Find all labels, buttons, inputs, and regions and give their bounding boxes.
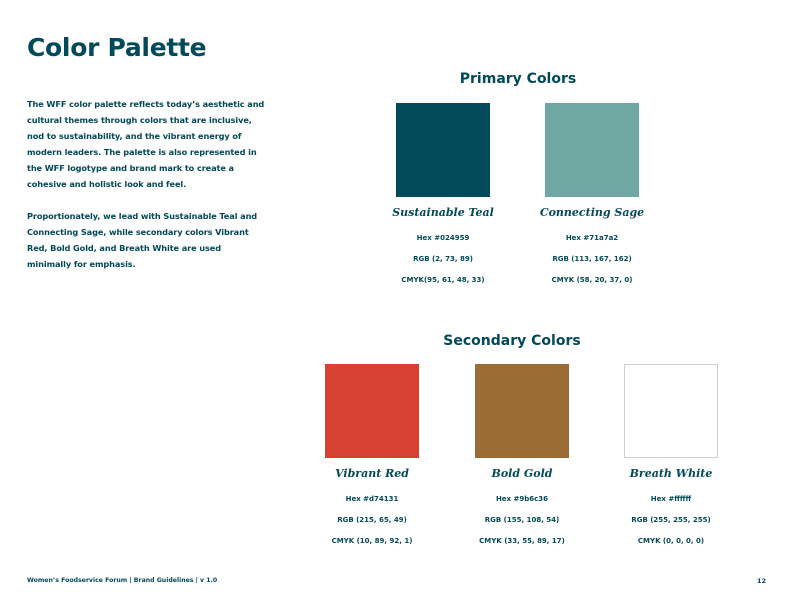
color-rgb: RGB (155, 108, 54) (484, 516, 560, 524)
primary-colors-heading: Primary Colors (459, 71, 577, 87)
color-cmyk: CMYK (58, 20, 37, 0) (551, 276, 633, 284)
swatch-card-breath-white (596, 364, 746, 546)
color-cmyk: CMYK (10, 89, 92, 1) (331, 537, 413, 545)
color-cmyk: CMYK(95, 61, 48, 33) (401, 276, 485, 284)
color-rgb: RGB (2, 73, 89) (413, 255, 473, 263)
footer-text: Women’s Foodservice Forum | Brand Guidelines | v 1.0 (27, 577, 218, 584)
color-rgb: RGB (215, 65, 49) (337, 516, 407, 524)
color-swatch (475, 364, 569, 458)
intro-paragraph-2: Proportionately, we lead with Sustainable Teal and Connecting Sage, while secondary colors Vibrant Red, Bold Gold, and Breath White are used minimally for emphasis. (27, 211, 258, 269)
color-name: Bold Gold (491, 467, 553, 480)
color-name: Connecting Sage (539, 206, 645, 219)
swatch-card-connecting-sage (517, 103, 667, 285)
color-hex: Hex #71a7a2 (565, 234, 619, 242)
intro-paragraph-1: The WFF color palette reflects today’s aesthetic and cultural themes through colors that are inclusive, nod to sustainability, and the vibrant energy of modern leaders. The palette is also represented in the WFF logotype and brand mark to create a cohesive and holistic look and feel. (27, 99, 265, 189)
color-hex: Hex #d74131 (345, 495, 399, 503)
color-cmyk: CMYK (0, 0, 0, 0) (637, 537, 705, 545)
swatch-card-sustainable-teal (368, 103, 518, 285)
page-number: 12 (757, 577, 767, 585)
color-swatch (396, 103, 490, 197)
color-rgb: RGB (255, 255, 255) (631, 516, 711, 524)
color-swatch (624, 364, 718, 458)
color-rgb: RGB (113, 167, 162) (552, 255, 632, 263)
swatch-card-vibrant-red (297, 364, 447, 546)
color-hex: Hex #9b6c36 (495, 495, 549, 503)
color-name: Breath White (629, 467, 713, 480)
color-swatch (325, 364, 419, 458)
intro-text (27, 96, 267, 288)
secondary-colors-heading: Secondary Colors (443, 333, 581, 349)
color-swatch (545, 103, 639, 197)
color-cmyk: CMYK (33, 55, 89, 17) (479, 537, 565, 545)
color-name: Vibrant Red (335, 467, 409, 480)
color-hex: Hex #ffffff (650, 495, 692, 503)
swatch-card-bold-gold (447, 364, 597, 546)
color-hex: Hex #024959 (416, 234, 470, 242)
page-title: Color Palette (27, 33, 207, 62)
color-name: Sustainable Teal (392, 206, 494, 219)
